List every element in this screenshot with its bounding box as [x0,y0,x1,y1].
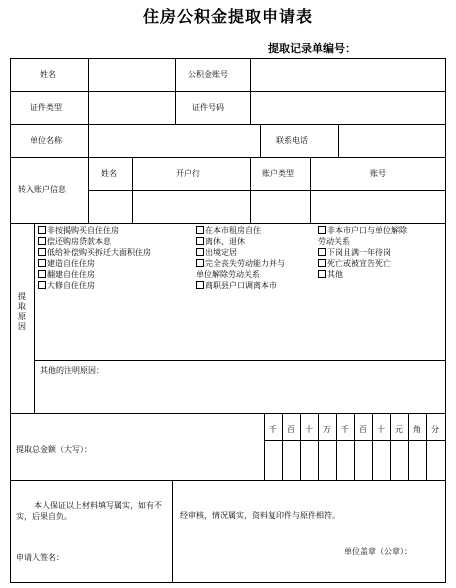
record-number-label: 提取记录单编号： [268,42,356,55]
reason-option[interactable]: 大修自住住房 [38,280,151,291]
reason-option[interactable]: 完全丧失劳动能力并与 [196,258,285,269]
applicant-signature-field[interactable] [70,548,168,570]
checkbox[interactable] [318,270,326,278]
unit-name-field[interactable] [89,125,259,156]
reason-option[interactable]: 出境定居 [196,247,285,258]
checkbox[interactable] [38,281,46,289]
reason-option[interactable]: 离休、退休 [196,236,285,247]
reason-option[interactable]: 低给补偿购买拆迁大面积住房 [38,247,151,258]
name-field[interactable] [88,59,174,90]
reason-option[interactable]: 在本市租房自住 [196,225,285,236]
account-label: 公积金账号 [188,70,228,79]
amount-label: 提取总金额（大写）： [16,445,92,454]
unit-shi: 十 [377,425,385,434]
payee-account-no-field[interactable] [311,191,444,222]
applicant-signature-label: 申请人签名： [16,553,64,562]
account-field[interactable] [251,59,444,90]
reason-option[interactable]: 建造自住住房 [38,258,151,269]
id-number-label: 证件号码 [192,103,224,112]
name-label: 姓名 [40,70,56,79]
checkbox[interactable] [196,237,204,245]
verification-statement: 经审核，情况属实，资料复印件与原件相符。 [180,511,340,520]
amount-digits-field[interactable] [265,441,445,479]
applicant-declaration: 本人保证以上材料填写属实，如有不实，后果自负。 [16,501,162,521]
checkbox[interactable] [38,237,46,245]
payee-header-bank: 开户行 [176,169,200,178]
payee-bank-field[interactable] [133,191,249,222]
reason-option[interactable]: 非按揭购买自住住房 [38,225,151,236]
unit-shi: 十 [305,425,313,434]
checkbox[interactable] [318,226,326,234]
reason-option[interactable]: 下岗且满一年待岗 [318,247,407,258]
checkbox[interactable] [318,248,326,256]
reason-option[interactable]: 死亡或被宣告死亡 [318,258,407,269]
reason-option-wrap: 劳动关系 [318,237,350,246]
id-number-field[interactable] [251,92,444,123]
reason-col3 [318,225,407,280]
checkbox[interactable] [318,259,326,267]
checkbox[interactable] [196,226,204,234]
checkbox[interactable] [196,248,204,256]
reason-option[interactable]: 非本市户口与单位解除 [318,225,407,236]
payee-header-account-no: 账号 [370,169,386,178]
unit-bai: 百 [287,425,295,434]
reason-col1 [38,225,151,291]
phone-label: 联系电话 [276,136,308,145]
payee-name-field[interactable] [89,191,131,222]
reason-option[interactable]: 其他 [318,269,407,280]
reason-col2 [196,225,285,291]
unit-qian: 千 [341,425,349,434]
phone-field[interactable] [339,125,444,156]
unit-seal-label: 单位盖章（公章）： [344,547,412,556]
other-reason-field[interactable] [35,377,444,411]
id-type-field[interactable] [88,92,174,123]
checkbox[interactable] [38,259,46,267]
reason-section-label: 提取原因 [18,292,26,331]
payee-section-label: 转入账户信息 [18,185,66,194]
unit-bai: 百 [359,425,367,434]
unit-yuan: 元 [395,425,403,434]
unit-fen: 分 [431,425,439,434]
unit-qian: 千 [269,425,277,434]
checkbox[interactable] [38,270,46,278]
unit-wan: 万 [323,425,331,434]
unit-name-label: 单位名称 [30,136,62,145]
reason-option[interactable]: 偿还购房贷款本息 [38,236,151,247]
reason-option-wrap: 单位解除劳动关系 [196,270,260,279]
checkbox[interactable] [196,259,204,267]
payee-header-account-type: 账户类型 [262,169,294,178]
reason-option[interactable]: 翻建自住住房 [38,269,151,280]
form-title: 住房公积金提取申请表 [142,7,313,26]
reason-option[interactable]: 商职县户口调离本市 [196,280,285,291]
checkbox[interactable] [38,226,46,234]
unit-jiao: 角 [413,425,421,434]
payee-header-name: 姓名 [101,169,117,178]
id-type-label: 证件类型 [30,103,62,112]
payee-account-type-field[interactable] [251,191,309,222]
other-reason-label: 其他的注明原因： [40,366,104,375]
checkbox[interactable] [196,281,204,289]
checkbox[interactable] [38,248,46,256]
